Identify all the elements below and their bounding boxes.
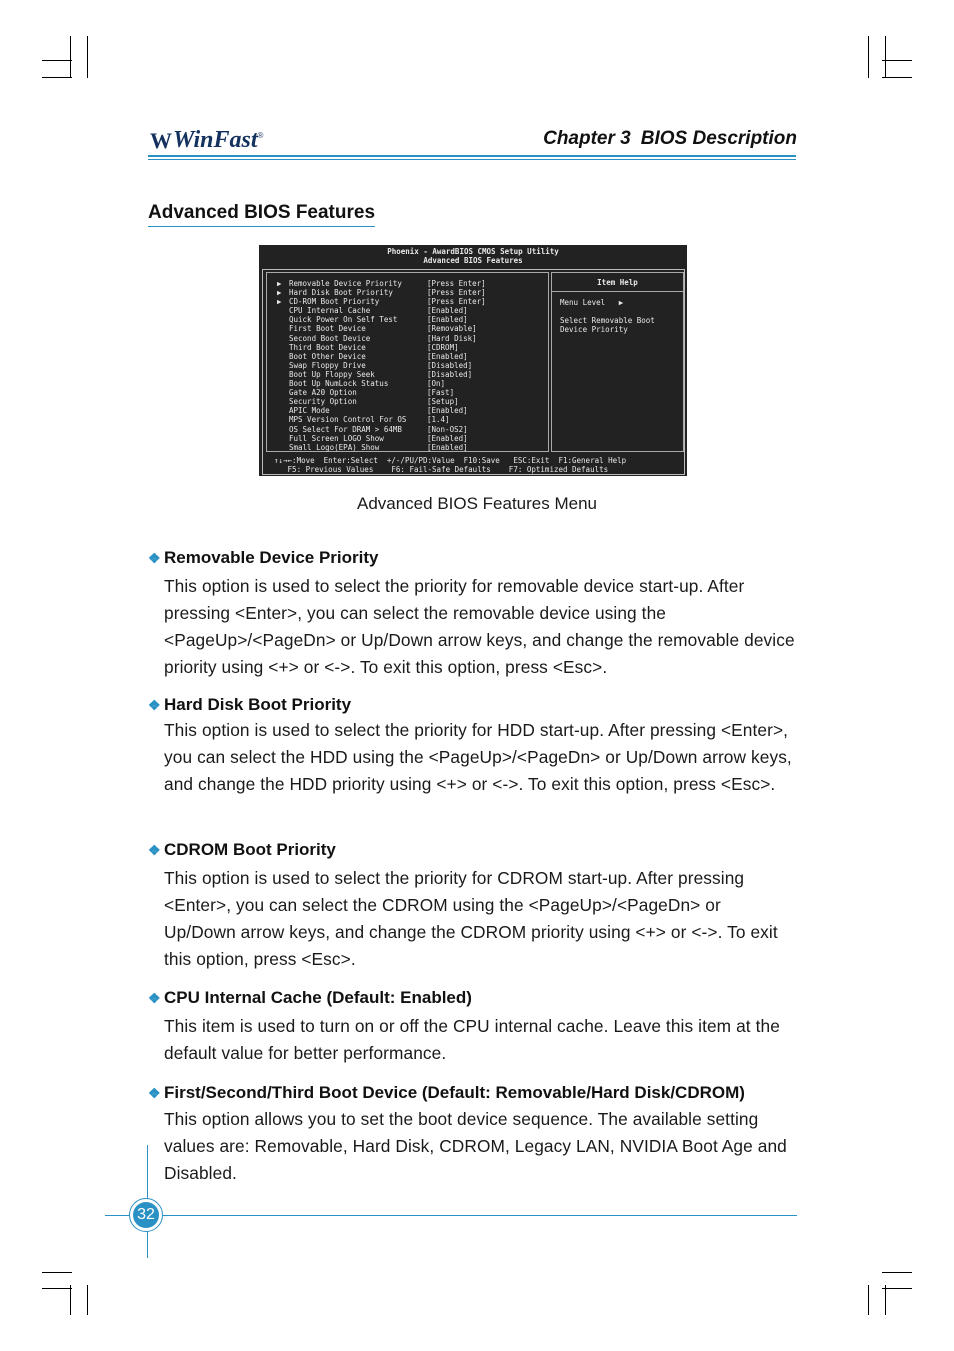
option-removable-device-priority bbox=[148, 546, 808, 681]
option-title: CDROM Boot Priority bbox=[164, 840, 336, 859]
bios-setting-value: [Press Enter] bbox=[427, 288, 486, 298]
chapter-heading bbox=[543, 128, 797, 150]
bios-help-level: Menu Level ▶ bbox=[560, 298, 624, 308]
crop-mark bbox=[87, 36, 88, 78]
figure-caption: Advanced BIOS Features Menu bbox=[356, 494, 598, 513]
bios-setting-value: [Enabled] bbox=[427, 442, 468, 452]
bios-setting-label: Second Boot Device bbox=[289, 333, 371, 343]
bios-settings-list bbox=[277, 279, 486, 452]
bios-arrow-spacer bbox=[277, 415, 289, 424]
bios-setting-label: Swap Floppy Drive bbox=[289, 360, 366, 370]
crop-mark bbox=[882, 1272, 912, 1273]
bios-frame bbox=[262, 269, 685, 475]
crop-mark bbox=[42, 1288, 72, 1289]
bios-setting-value: [Enabled] bbox=[427, 406, 468, 416]
bios-setting-label: Full Screen LOGO Show bbox=[289, 433, 384, 443]
bios-arrow-spacer bbox=[277, 361, 289, 370]
bios-screenshot bbox=[259, 245, 687, 476]
footer-rule bbox=[105, 1215, 797, 1216]
page-number: 32 bbox=[133, 1202, 159, 1228]
bios-arrow-spacer bbox=[277, 324, 289, 333]
bios-setting-row[interactable] bbox=[277, 388, 486, 397]
crop-mark bbox=[882, 77, 912, 78]
option-title: Hard Disk Boot Priority bbox=[164, 695, 352, 714]
option-description: This option is used to select the priority for removable device start-up. After pressing <Enter>, you can select the removable device using the <PageUp>/<PageDn> or Up/Down arrow keys, and change the removable device priority using <+> or <->. To exit this option, press <Esc>. bbox=[164, 576, 795, 677]
crop-mark bbox=[882, 1288, 912, 1289]
logo-w-mark: W bbox=[150, 128, 170, 153]
diamond-bullet-icon: ❖ bbox=[148, 549, 161, 566]
bios-setting-value: [Disabled] bbox=[427, 360, 473, 370]
bios-setting-label: Boot Up NumLock Status bbox=[289, 379, 389, 389]
option-cdrom-boot-priority bbox=[148, 838, 808, 973]
bios-help-body bbox=[552, 292, 683, 334]
crop-mark bbox=[42, 1272, 72, 1273]
option-description: This option allows you to set the boot device sequence. The available setting values are: Removable, Hard Disk, CDROM, Legacy LAN, NVIDIA Boot Age and Disabled. bbox=[164, 1109, 787, 1183]
bios-setting-row[interactable] bbox=[277, 297, 486, 306]
section-title: Advanced BIOS Features bbox=[148, 202, 375, 227]
bios-setting-row[interactable] bbox=[277, 324, 486, 333]
option-title: Removable Device Priority bbox=[164, 548, 379, 567]
bios-arrow-spacer bbox=[277, 434, 289, 443]
bios-setting-row[interactable] bbox=[277, 352, 486, 361]
logo-registered: ® bbox=[257, 131, 264, 140]
bios-help-text: Select Removable Boot bbox=[560, 316, 655, 326]
crop-mark bbox=[885, 36, 886, 78]
header-rule bbox=[148, 155, 796, 157]
crop-mark bbox=[42, 60, 72, 61]
bios-setting-value: [Non-OS2] bbox=[427, 424, 468, 434]
bios-setting-label: APIC Mode bbox=[289, 406, 330, 416]
crop-mark bbox=[868, 1285, 869, 1315]
option-cpu-internal-cache bbox=[148, 986, 808, 1067]
header-rule-thin bbox=[148, 159, 796, 160]
bios-setting-value: [Press Enter] bbox=[427, 279, 486, 288]
chapter-title: BIOS Description bbox=[640, 128, 797, 149]
bios-setting-label: First Boot Device bbox=[289, 324, 366, 334]
bios-setting-value: [Enabled] bbox=[427, 306, 468, 316]
bios-arrow-spacer bbox=[277, 370, 289, 379]
option-description: This item is used to turn on or off the CPU internal cache. Leave this item at the default value for better performance. bbox=[164, 1016, 780, 1063]
crop-mark bbox=[70, 1285, 71, 1315]
crop-mark bbox=[882, 60, 912, 61]
crop-mark bbox=[868, 36, 869, 78]
bios-setting-value: [Enabled] bbox=[427, 315, 468, 325]
bios-setting-row[interactable] bbox=[277, 279, 486, 288]
bios-arrow-spacer bbox=[277, 388, 289, 397]
bios-arrow-spacer bbox=[277, 406, 289, 415]
bios-setting-value: [Enabled] bbox=[427, 351, 468, 361]
bios-setting-value: [On] bbox=[427, 379, 446, 389]
bios-arrow-spacer bbox=[277, 425, 289, 434]
bios-help-title: Item Help bbox=[552, 273, 683, 292]
chapter-number: Chapter 3 bbox=[543, 128, 631, 149]
bios-setting-label: OS Select For DRAM > 64MB bbox=[289, 424, 402, 434]
bios-setting-value: [Disabled] bbox=[427, 369, 473, 379]
option-title: First/Second/Third Boot Device (Default: Removable/Hard Disk/CDROM) bbox=[164, 1083, 745, 1102]
bios-setting-row[interactable] bbox=[277, 434, 486, 443]
diamond-bullet-icon: ❖ bbox=[148, 1084, 161, 1101]
bios-setting-row[interactable] bbox=[277, 406, 486, 415]
bios-key-legend-line: ↑↓→←:Move Enter:Select +/-/PU/PD:Value F10:Save ESC:Exit F1:General Help bbox=[274, 456, 627, 465]
bios-arrow-spacer bbox=[277, 315, 289, 324]
bios-setting-row[interactable] bbox=[277, 306, 486, 315]
bios-help-text: Device Priority bbox=[560, 325, 628, 335]
bios-setting-value: [Press Enter] bbox=[427, 297, 486, 307]
bios-arrow-spacer bbox=[277, 443, 289, 452]
bios-setting-label: Quick Power On Self Test bbox=[289, 315, 398, 325]
bios-setting-value: [Enabled] bbox=[427, 433, 468, 443]
option-hard-disk-boot-priority bbox=[148, 693, 808, 798]
bios-setting-label: Boot Other Device bbox=[289, 351, 366, 361]
bios-arrow-spacer bbox=[277, 334, 289, 343]
bios-setting-row[interactable] bbox=[277, 415, 486, 424]
bios-setting-row[interactable] bbox=[277, 334, 486, 343]
bios-setting-value: [CDROM] bbox=[427, 342, 459, 352]
bios-settings-panel bbox=[266, 272, 549, 452]
bios-arrow-spacer bbox=[277, 379, 289, 388]
bios-setting-row[interactable] bbox=[277, 425, 486, 434]
bios-key-legend-line: F5: Previous Values F6: Fail-Safe Defaults F7: Optimized Defaults bbox=[274, 465, 609, 475]
bios-setting-label: CD-ROM Boot Priority bbox=[289, 297, 380, 307]
crop-mark bbox=[42, 77, 72, 78]
bios-arrow-spacer bbox=[277, 306, 289, 315]
option-boot-device-sequence bbox=[148, 1081, 808, 1187]
bios-setting-label: Security Option bbox=[289, 397, 357, 407]
bios-setting-label: Third Boot Device bbox=[289, 342, 366, 352]
bios-setting-value: [Hard Disk] bbox=[427, 333, 477, 343]
bios-help-panel bbox=[551, 272, 684, 452]
crop-mark bbox=[70, 36, 71, 78]
bios-setting-label: MPS Version Control For OS bbox=[289, 415, 407, 425]
bios-arrow-spacer bbox=[277, 343, 289, 352]
bios-title-menu: Advanced BIOS Features bbox=[423, 256, 523, 265]
crop-mark bbox=[885, 1285, 886, 1315]
bios-setting-row[interactable] bbox=[277, 370, 486, 379]
bios-setting-row[interactable] bbox=[277, 361, 486, 370]
bios-setting-label: Boot Up Floppy Seek bbox=[289, 369, 375, 379]
page-number-badge bbox=[129, 1198, 163, 1232]
option-description: This option is used to select the priority for HDD start-up. After pressing <Enter>, you can select the HDD using the <PageUp>/<PageDn> or Up/Down arrow keys, and change the HDD priority using <+> or <->. To exit this option, press <Esc>. bbox=[164, 720, 792, 794]
option-description: This option is used to select the priority for CDROM start-up. After pressing <Enter>, you can select the CDROM using the <PageUp>/<PageDn> or Up/Down arrow keys, and change the CDROM priority using <+> or <->. To exit this option, press <Esc>. bbox=[164, 868, 778, 969]
bios-setting-row[interactable] bbox=[277, 443, 486, 452]
bios-setting-row[interactable] bbox=[277, 315, 486, 324]
bios-setting-value: [Fast] bbox=[427, 388, 455, 398]
submenu-arrow-icon: ▶ bbox=[277, 288, 282, 298]
diamond-bullet-icon: ❖ bbox=[148, 696, 161, 713]
bios-title bbox=[259, 247, 687, 265]
diamond-bullet-icon: ❖ bbox=[148, 841, 161, 858]
bios-setting-label: Small Logo(EPA) Show bbox=[289, 442, 380, 452]
bios-setting-row[interactable] bbox=[277, 288, 486, 297]
bios-setting-row[interactable] bbox=[277, 397, 486, 406]
bios-setting-row[interactable] bbox=[277, 343, 486, 352]
bios-setting-label: CPU Internal Cache bbox=[289, 306, 371, 316]
logo-text: WinFast bbox=[173, 127, 258, 153]
crop-mark bbox=[87, 1285, 88, 1315]
bios-setting-label: Gate A20 Option bbox=[289, 388, 357, 398]
bios-key-legend bbox=[274, 456, 626, 474]
bios-setting-label: Hard Disk Boot Priority bbox=[289, 288, 393, 298]
bios-setting-label: Removable Device Priority bbox=[289, 279, 402, 288]
winfast-logo bbox=[150, 128, 263, 154]
bios-title-utility: Phoenix - AwardBIOS CMOS Setup Utility bbox=[387, 247, 559, 256]
submenu-arrow-icon: ▶ bbox=[277, 279, 282, 288]
bios-setting-row[interactable] bbox=[277, 379, 486, 388]
option-title: CPU Internal Cache (Default: Enabled) bbox=[164, 988, 472, 1007]
bios-arrow-spacer bbox=[277, 352, 289, 361]
bios-setting-value: [Removable] bbox=[427, 324, 477, 334]
bios-setting-value: [1.4] bbox=[427, 415, 450, 425]
submenu-arrow-icon: ▶ bbox=[277, 297, 282, 307]
bios-setting-value: [Setup] bbox=[427, 397, 459, 407]
bios-arrow-spacer bbox=[277, 397, 289, 406]
diamond-bullet-icon: ❖ bbox=[148, 989, 161, 1006]
